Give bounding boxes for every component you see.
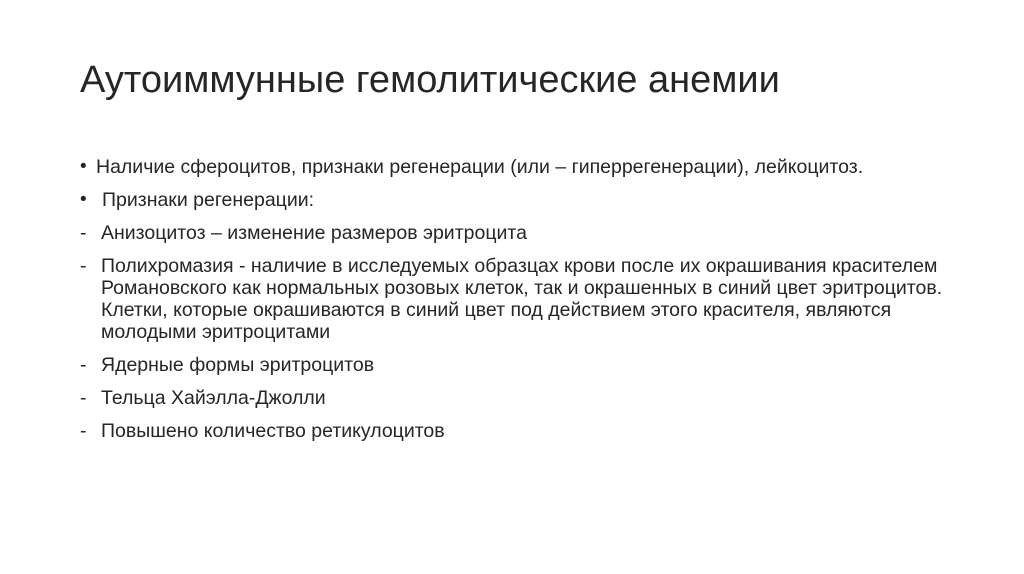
dash-marker: - (80, 354, 87, 376)
dash-marker: - (80, 387, 87, 409)
list-item (80, 354, 960, 376)
list-item-text: Признаки регенерации: (102, 189, 315, 211)
list-item-text: Повышено количество ретикулоцитов (101, 420, 445, 442)
slide-title: Аутоиммунные гемолитические анемии (80, 59, 780, 101)
dash-marker: - (80, 222, 87, 244)
content-list (80, 156, 960, 453)
list-item (80, 255, 960, 343)
list-item-text: Анизоцитоз – изменение размеров эритроцита (101, 222, 527, 244)
list-item (80, 222, 960, 244)
dash-marker: - (80, 420, 87, 442)
bullet-marker: • (80, 189, 87, 210)
list-item-text: Ядерные формы эритроцитов (101, 354, 375, 376)
list-item (80, 387, 960, 409)
list-item-text: Тельца Хайэлла-Джолли (101, 387, 326, 409)
list-item (80, 156, 960, 178)
list-item (80, 420, 960, 442)
list-item-text: Наличие сфероцитов, признаки регенерации (или – гиперрегенерации), лейкоцитоз. (96, 156, 864, 178)
list-item-text: Полихромазия - наличие в исследуемых образцах крови после их окрашивания красителем Романовского как нормальных розовых клеток, так и окрашенных в синий цвет эритроцитов. Клетки, которые окрашиваются в синий цвет под действием этого красителя, являются молодыми эритроцитами (101, 255, 943, 343)
bullet-marker: • (80, 156, 87, 177)
list-item (80, 189, 960, 211)
dash-marker: - (80, 255, 87, 277)
